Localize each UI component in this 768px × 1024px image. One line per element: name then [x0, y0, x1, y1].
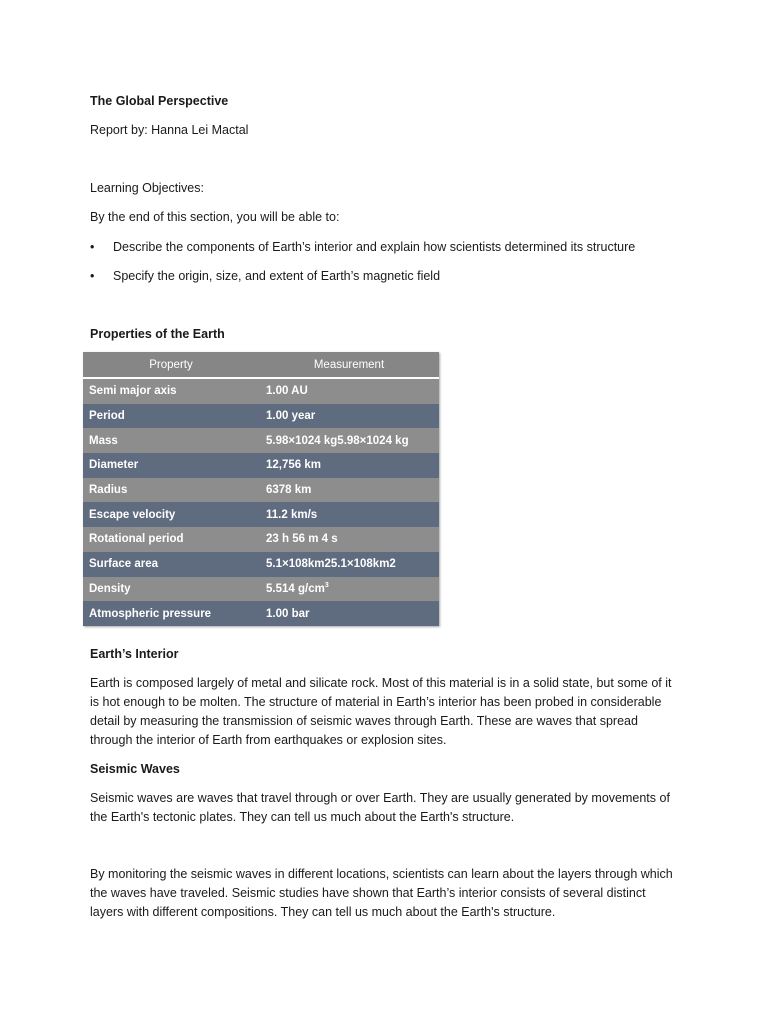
properties-table — [83, 352, 439, 626]
property-cell: Density — [83, 577, 259, 602]
measurement-cell: 6378 km — [259, 478, 439, 503]
property-cell: Mass — [83, 428, 259, 453]
measurement-cell: 11.2 km/s — [259, 502, 439, 527]
property-cell: Surface area — [83, 552, 259, 577]
measurement-cell: 1.00 bar — [259, 601, 439, 626]
objective-text: Describe the components of Earth’s interior and explain how scientists determined its structure — [113, 240, 636, 254]
measurement-cell: 23 h 56 m 4 s — [259, 527, 439, 552]
measurement-cell: 5.1×108km25.1×108km2 — [259, 552, 439, 577]
properties-heading: Properties of the Earth — [90, 327, 225, 341]
interior-paragraph: Earth is composed largely of metal and silicate rock. Most of this material is in a solid state, but some of it is hot enough to be molten. The structure of material in Earth’s interior has been probed in considerable detail by measuring the transmission of seismic waves through Earth. These are waves that spread through the interior of Earth from earthquakes or explosion sites. — [90, 676, 672, 747]
interior-heading: Earth’s Interior — [90, 647, 179, 661]
property-cell: Rotational period — [83, 527, 259, 552]
measurement-cell: 1.00 AU — [259, 378, 439, 404]
table-row — [83, 577, 439, 602]
seismic-paragraph-2: By monitoring the seismic waves in different locations, scientists can learn about the layers through which the waves have traveled. Seismic studies have shown that Earth’s interior consists of several distinct layers with different compositions. They can tell us much about the Earth's structure. — [90, 867, 673, 919]
column-header-property: Property — [83, 352, 259, 378]
table-row — [83, 453, 439, 478]
table-row — [83, 601, 439, 626]
table-row — [83, 552, 439, 577]
objective-text: Specify the origin, size, and extent of Earth’s magnetic field — [113, 269, 441, 283]
property-cell: Radius — [83, 478, 259, 503]
property-cell: Atmospheric pressure — [83, 601, 259, 626]
table-row — [83, 378, 439, 404]
measurement-cell: 12,756 km — [259, 453, 439, 478]
bullet-marker: • — [90, 269, 95, 283]
property-cell: Period — [83, 404, 259, 429]
objectives-intro: By the end of this section, you will be able to: — [90, 210, 340, 224]
objectives-heading: Learning Objectives: — [90, 181, 204, 195]
table-row — [83, 428, 439, 453]
column-header-measurement: Measurement — [259, 352, 439, 378]
table-header-row — [83, 352, 439, 378]
properties-table-wrapper — [83, 352, 439, 626]
table-row — [83, 478, 439, 503]
density-superscript: 3 — [324, 582, 329, 590]
table-row — [83, 502, 439, 527]
measurement-cell: 5.98×1024 kg5.98×1024 kg — [259, 428, 439, 453]
property-cell: Escape velocity — [83, 502, 259, 527]
measurement-cell — [259, 577, 439, 602]
density-value: 5.514 g/cm — [266, 583, 325, 596]
property-cell: Semi major axis — [83, 378, 259, 404]
document-title: The Global Perspective — [90, 94, 229, 108]
property-cell: Diameter — [83, 453, 259, 478]
bullet-marker: • — [90, 240, 95, 254]
seismic-paragraph-1: Seismic waves are waves that travel through or over Earth. They are usually generated by movements of the Earth's tectonic plates. They can tell us much about the Earth's structure. — [90, 791, 670, 824]
table-row — [83, 527, 439, 552]
table-row — [83, 404, 439, 429]
measurement-cell: 1.00 year — [259, 404, 439, 429]
seismic-heading: Seismic Waves — [90, 762, 180, 776]
author-line: Report by: Hanna Lei Mactal — [90, 123, 249, 137]
